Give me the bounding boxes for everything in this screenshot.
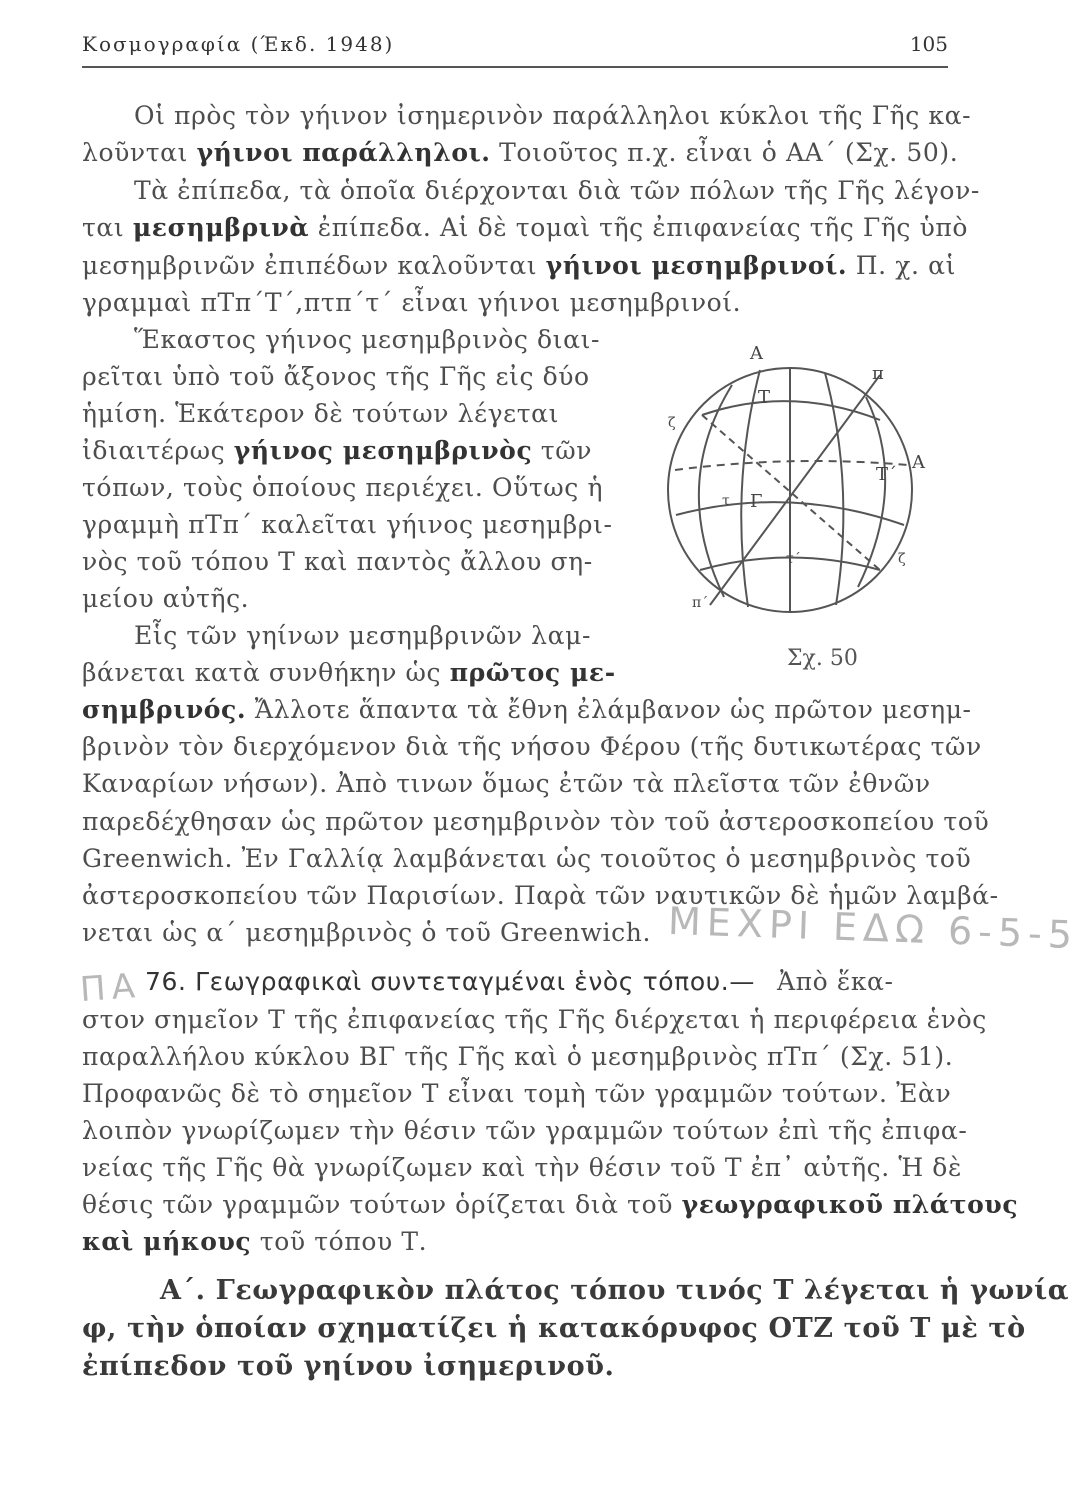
fig-label: Τ΄ [876, 464, 898, 485]
text-line: Τὰ ἐπίπεδα, τὰ ὁποῖα διέρχονται διὰ τῶν πόλων τῆς Γῆς λέγον- [134, 176, 980, 205]
fig-label: ζ [668, 415, 676, 431]
text-line: Ἕκαστος γήινος μεσημβρινὸς διαι- [134, 325, 601, 354]
text-line: μεσημβρινῶν ἐπιπέδων καλοῦνται γήινοι μεσημβρινοί. Π. χ. αἱ [82, 251, 956, 280]
text-line: παρεδέχθησαν ὡς πρῶτον μεσημβρινὸν τὸν τοῦ ἀστεροσκοπείου τοῦ [82, 807, 990, 836]
fig-label: Τ [758, 387, 771, 408]
fig-label: π [872, 363, 884, 384]
text-line: 76. Γεωγραφικαὶ συντεταγμέναι ἑνὸς τόπου.— Ἀπὸ ἕκα- [145, 967, 894, 996]
text-line: Οἱ πρὸς τὸν γήινον ἰσημερινὸν παράλληλοι κύκλοι τῆς Γῆς κα- [134, 101, 972, 130]
section-heading: 76. Γεωγραφικαὶ συντεταγμέναι ἑνὸς τόπου.— [145, 967, 755, 996]
text-line: ρεῖται ὑπὸ τοῦ ἄξονος τῆς Γῆς εἰς δύο [82, 362, 590, 391]
text-line: νείας τῆς Γῆς θὰ γνωρίζωμεν καὶ τὴν θέσιν τοῦ Τ ἐπ᾽ αὐτῆς. Ἡ δὲ [82, 1153, 962, 1182]
term-gieinos-mesimvrinos: γήινος μεσημβρινὸς [233, 436, 533, 465]
text-line: ἀστεροσκοπείου τῶν Παρισίων. Παρὰ τῶν ναυτικῶν δὲ ἡμῶν λαμβά- [82, 881, 999, 910]
fig-label: π΄ [692, 595, 709, 611]
meridian-line [858, 397, 885, 587]
text-line: ἰδιαιτέρως γήινος μεσημβρινὸς τῶν [82, 436, 593, 465]
text-line: νὸς τοῦ τόπου Τ καὶ παντὸς ἄλλου ση- [82, 547, 593, 576]
text-line: τόπων, τοὺς ὁποίους περιέχει. Οὕτως ἡ [82, 473, 604, 502]
fig-label: Γ [750, 491, 763, 512]
text-line: ἡμίση. Ἑκάτερον δὲ τούτων λέγεται [82, 399, 560, 428]
text-line: Α΄. Γεωγραφικὸν πλάτος τόπου τινός Τ λέγεται ἡ γωνία [160, 1275, 1070, 1306]
figure-caption: Σχ. 50 [787, 646, 858, 671]
term-geografikou-platous: γεωγραφικοῦ πλάτους [681, 1190, 1019, 1219]
text-line: στον σημεῖον Τ τῆς ἐπιφανείας τῆς Γῆς διέρχεται ἡ περιφέρεια ἑνὸς [82, 1005, 987, 1034]
text-line: Προφανῶς δὲ τὸ σημεῖον Τ εἶναι τομὴ τῶν γραμμῶν τούτων. Ἐὰν [82, 1079, 952, 1108]
text-line: λοῦνται γήινοι παράλληλοι. Τοιοῦτος π.χ. εἶναι ὁ ΑΑ΄ (Σχ. 50). [82, 138, 959, 167]
text-line: καὶ μήκους τοῦ τόπου Τ. [82, 1227, 428, 1256]
text-line: γραμμαὶ πΤπ΄Τ΄,πτπ΄τ΄ εἶναι γήινοι μεσημβρινοί. [82, 288, 742, 317]
parallel-line [675, 461, 908, 470]
text-line: Εἷς τῶν γηίνων μεσημβρινῶν λαμ- [134, 621, 592, 650]
text-line: νεται ὡς α΄ μεσημβρινὸς ὁ τοῦ Greenwich. [82, 918, 651, 947]
term-gieinoi-paralliloi: γήινοι παράλληλοι. [196, 138, 491, 167]
fig-label: Α [912, 452, 925, 473]
fig-label: τ΄ [786, 551, 801, 567]
fig-label: τ [722, 493, 730, 509]
fig-label: Α [750, 343, 763, 364]
text-line: μείου αὐτῆς. [82, 584, 250, 613]
text-line: λοιπὸν γνωρίζωμεν τὴν θέσιν τῶν γραμμῶν τούτων ἐπὶ τῆς ἐπιφα- [82, 1116, 968, 1145]
text-line: παραλλήλου κύκλου ΒΓ τῆς Γῆς καὶ ὁ μεσημβρινὸς πΤπ΄ (Σχ. 51). [82, 1042, 954, 1071]
text-line: φ, τὴν ὁποίαν σχηματίζει ἡ κατακόρυφος ΟΤΖ τοῦ Τ μὲ τὸ [82, 1313, 1026, 1344]
text-line: θέσις τῶν γραμμῶν τούτων ὁρίζεται διὰ τοῦ γεωγραφικοῦ πλάτους [82, 1190, 1019, 1219]
running-title: Κοσμογραφία (Έκδ. 1948) [82, 32, 395, 56]
term-mesimvrina: μεσημβρινὰ [132, 213, 310, 242]
term-protos: πρῶτος με- [449, 658, 616, 687]
text-line: Καναρίων νήσων). Ἀπὸ τινων ὅμως ἐτῶν τὰ πλεῖστα τῶν ἐθνῶν [82, 769, 931, 798]
handwritten-margin-mark: ΠΑ [78, 965, 143, 1011]
page-number: 105 [909, 32, 948, 56]
text-line: ται μεσημβρινὰ ἐπίπεδα. Αἱ δὲ τομαὶ τῆς ἐπιφανείας τῆς Γῆς ὑπὸ [82, 213, 969, 242]
fig-label: ζ [898, 551, 906, 567]
header-rule [82, 66, 948, 68]
term-gieinoi-mesimvrinoi: γήινοι μεσημβρινοί. [545, 251, 848, 280]
term-mesimvrinos: σημβρινός. [82, 695, 247, 724]
axis-line [710, 375, 880, 605]
text-line: βάνεται κατὰ συνθήκην ὡς πρῶτος με- [82, 658, 616, 687]
text-line: Greenwich. Ἐν Γαλλίᾳ λαμβάνεται ὡς τοιοῦτος ὁ μεσημβρινὸς τοῦ [82, 844, 972, 873]
text-line: γραμμὴ πΤπ΄ καλεῖται γήινος μεσημβρι- [82, 510, 613, 539]
text-line: βρινὸν τὸν διερχόμενον διὰ τῆς νήσου Φέρου (τῆς δυτικωτέρας τῶν [82, 732, 982, 761]
text-line: ἐπίπεδον τοῦ γηίνου ἰσημερινοῦ. [82, 1351, 615, 1382]
handwritten-note: ΜΕΧΡΙ ΕΔΩ 6-5-5 [667, 898, 1079, 958]
text-line: σημβρινός. Ἄλλοτε ἅπαντα τὰ ἔθνη ἐλάμβανον ὡς πρῶτον μεσημ- [82, 695, 972, 724]
globe-figure [640, 335, 940, 635]
term-kai-mikous: καὶ μήκους [82, 1227, 252, 1256]
